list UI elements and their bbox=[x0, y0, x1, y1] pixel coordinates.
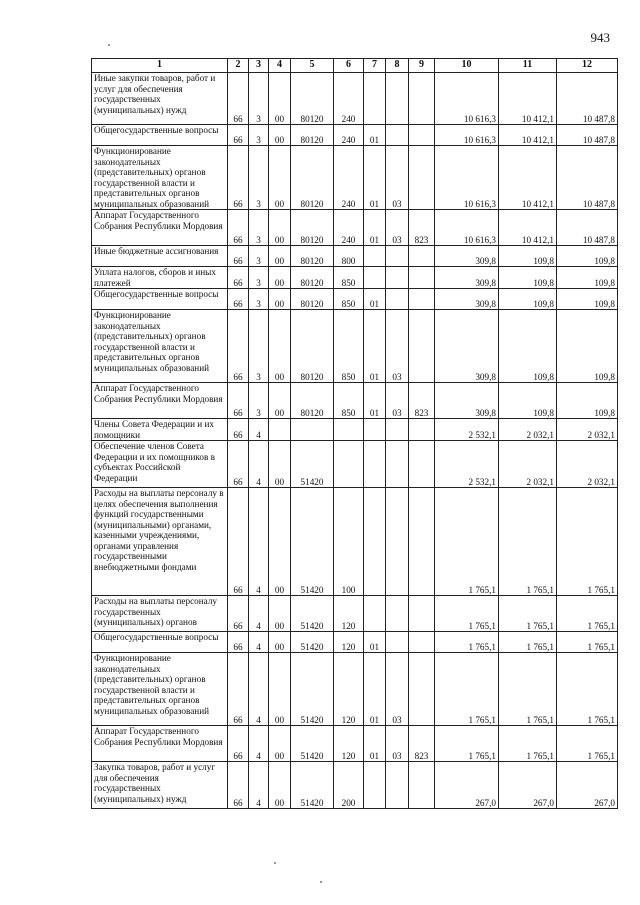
amount-cell: 10 487,8 bbox=[557, 210, 618, 246]
code-cell: 01 bbox=[364, 310, 386, 383]
code-cell bbox=[364, 762, 386, 809]
amount-cell: 1 765,1 bbox=[557, 653, 618, 726]
code-cell: 120 bbox=[334, 653, 364, 726]
row-description: Функционирование законодательных (представительных) органов государственной власти и представительных органов муниципальных образований bbox=[92, 146, 228, 210]
table-row bbox=[92, 488, 618, 596]
code-cell: 4 bbox=[249, 632, 269, 653]
amount-cell: 109,8 bbox=[557, 267, 618, 289]
code-cell: 00 bbox=[269, 267, 291, 289]
code-cell bbox=[269, 419, 291, 441]
code-cell bbox=[409, 310, 435, 383]
amount-cell: 10 487,8 bbox=[557, 125, 618, 146]
code-cell: 66 bbox=[228, 488, 249, 596]
table-row bbox=[92, 419, 618, 441]
amount-cell: 109,8 bbox=[499, 246, 557, 267]
code-cell bbox=[409, 125, 435, 146]
column-header: 6 bbox=[334, 59, 364, 73]
code-cell: 80120 bbox=[291, 146, 334, 210]
row-description: Общегосударственные вопросы bbox=[92, 632, 228, 653]
code-cell: 00 bbox=[269, 596, 291, 632]
code-cell: 120 bbox=[334, 632, 364, 653]
code-cell bbox=[409, 441, 435, 488]
code-cell: 03 bbox=[386, 726, 409, 762]
code-cell: 66 bbox=[228, 632, 249, 653]
code-cell: 51420 bbox=[291, 596, 334, 632]
code-cell: 240 bbox=[334, 73, 364, 125]
amount-cell: 309,8 bbox=[435, 289, 499, 310]
amount-cell: 1 765,1 bbox=[435, 632, 499, 653]
amount-cell: 109,8 bbox=[499, 289, 557, 310]
code-cell bbox=[386, 73, 409, 125]
code-cell: 4 bbox=[249, 726, 269, 762]
table-row bbox=[92, 726, 618, 762]
row-description: Иные закупки товаров, работ и услуг для обеспечения государственных (муниципальных) нужд bbox=[92, 73, 228, 125]
column-header: 4 bbox=[269, 59, 291, 73]
code-cell: 80120 bbox=[291, 310, 334, 383]
code-cell: 00 bbox=[269, 73, 291, 125]
amount-cell: 10 616,3 bbox=[435, 210, 499, 246]
code-cell: 823 bbox=[409, 210, 435, 246]
code-cell: 00 bbox=[269, 246, 291, 267]
code-cell: 66 bbox=[228, 419, 249, 441]
amount-cell: 10 412,1 bbox=[499, 146, 557, 210]
code-cell: 00 bbox=[269, 125, 291, 146]
code-cell bbox=[386, 419, 409, 441]
amount-cell: 10 412,1 bbox=[499, 210, 557, 246]
code-cell bbox=[409, 267, 435, 289]
code-cell: 00 bbox=[269, 762, 291, 809]
code-cell: 66 bbox=[228, 246, 249, 267]
amount-cell: 1 765,1 bbox=[557, 726, 618, 762]
amount-cell: 1 765,1 bbox=[499, 488, 557, 596]
table-row bbox=[92, 267, 618, 289]
table-row bbox=[92, 73, 618, 125]
code-cell: 00 bbox=[269, 210, 291, 246]
code-cell: 51420 bbox=[291, 441, 334, 488]
code-cell bbox=[409, 632, 435, 653]
code-cell: 850 bbox=[334, 310, 364, 383]
code-cell: 4 bbox=[249, 441, 269, 488]
amount-cell: 1 765,1 bbox=[499, 596, 557, 632]
column-header: 10 bbox=[435, 59, 499, 73]
row-description: Расходы на выплаты персоналу в целях обеспечения выполнения функций государственными (муниципальными) органами, казенными учреждениями, органами управления государственными внебюджетными фондами bbox=[92, 488, 228, 596]
code-cell bbox=[386, 762, 409, 809]
amount-cell: 267,0 bbox=[499, 762, 557, 809]
code-cell: 66 bbox=[228, 653, 249, 726]
code-cell: 823 bbox=[409, 383, 435, 419]
code-cell: 800 bbox=[334, 246, 364, 267]
column-header: 9 bbox=[409, 59, 435, 73]
code-cell: 66 bbox=[228, 441, 249, 488]
code-cell bbox=[409, 596, 435, 632]
code-cell: 3 bbox=[249, 210, 269, 246]
amount-cell: 109,8 bbox=[557, 310, 618, 383]
code-cell bbox=[364, 596, 386, 632]
row-description: Аппарат Государственного Собрания Республики Мордовия bbox=[92, 726, 228, 762]
code-cell: 80120 bbox=[291, 73, 334, 125]
code-cell: 03 bbox=[386, 383, 409, 419]
row-description: Обеспечение членов Совета Федерации и их помощников в субъектах Российской Федерации bbox=[92, 441, 228, 488]
amount-cell: 2 532,1 bbox=[435, 419, 499, 441]
amount-cell: 1 765,1 bbox=[499, 653, 557, 726]
amount-cell: 10 616,3 bbox=[435, 146, 499, 210]
code-cell: 240 bbox=[334, 146, 364, 210]
code-cell bbox=[386, 632, 409, 653]
table-row bbox=[92, 146, 618, 210]
table-row bbox=[92, 125, 618, 146]
code-cell: 00 bbox=[269, 383, 291, 419]
table-row bbox=[92, 653, 618, 726]
code-cell: 80120 bbox=[291, 289, 334, 310]
amount-cell: 2 032,1 bbox=[499, 419, 557, 441]
amount-cell: 309,8 bbox=[435, 267, 499, 289]
table-row bbox=[92, 596, 618, 632]
amount-cell: 109,8 bbox=[499, 267, 557, 289]
table-row bbox=[92, 762, 618, 809]
code-cell: 80120 bbox=[291, 246, 334, 267]
code-cell bbox=[386, 289, 409, 310]
column-header: 8 bbox=[386, 59, 409, 73]
code-cell: 01 bbox=[364, 289, 386, 310]
code-cell: 01 bbox=[364, 125, 386, 146]
amount-cell: 10 412,1 bbox=[499, 125, 557, 146]
code-cell bbox=[409, 289, 435, 310]
code-cell: 01 bbox=[364, 210, 386, 246]
code-cell bbox=[409, 762, 435, 809]
code-cell bbox=[386, 125, 409, 146]
code-cell: 00 bbox=[269, 441, 291, 488]
table-body bbox=[92, 73, 618, 809]
amount-cell: 1 765,1 bbox=[435, 726, 499, 762]
code-cell: 120 bbox=[334, 596, 364, 632]
code-cell: 80120 bbox=[291, 210, 334, 246]
code-cell bbox=[334, 441, 364, 488]
amount-cell: 10 616,3 bbox=[435, 125, 499, 146]
code-cell: 66 bbox=[228, 267, 249, 289]
code-cell: 01 bbox=[364, 383, 386, 419]
code-cell: 66 bbox=[228, 146, 249, 210]
amount-cell: 109,8 bbox=[557, 289, 618, 310]
row-description: Функционирование законодательных (представительных) органов государственной власти и представительных органов муниципальных образований bbox=[92, 653, 228, 726]
amount-cell: 1 765,1 bbox=[499, 726, 557, 762]
code-cell bbox=[386, 441, 409, 488]
amount-cell: 109,8 bbox=[557, 246, 618, 267]
amount-cell: 2 532,1 bbox=[435, 441, 499, 488]
row-description: Функционирование законодательных (представительных) органов государственной власти и представительных органов муниципальных образований bbox=[92, 310, 228, 383]
code-cell: 66 bbox=[228, 125, 249, 146]
row-description: Аппарат Государственного Собрания Республики Мордовия bbox=[92, 210, 228, 246]
code-cell bbox=[364, 267, 386, 289]
code-cell bbox=[364, 419, 386, 441]
amount-cell: 267,0 bbox=[557, 762, 618, 809]
amount-cell: 10 487,8 bbox=[557, 146, 618, 210]
amount-cell: 1 765,1 bbox=[557, 632, 618, 653]
table-row bbox=[92, 246, 618, 267]
amount-cell: 1 765,1 bbox=[499, 632, 557, 653]
amount-cell: 109,8 bbox=[557, 383, 618, 419]
row-description: Иные бюджетные ассигнования bbox=[92, 246, 228, 267]
code-cell: 66 bbox=[228, 210, 249, 246]
table-row bbox=[92, 310, 618, 383]
code-cell: 3 bbox=[249, 267, 269, 289]
table-row bbox=[92, 383, 618, 419]
code-cell bbox=[364, 73, 386, 125]
row-description: Аппарат Государственного Собрания Республики Мордовия bbox=[92, 383, 228, 419]
code-cell: 51420 bbox=[291, 653, 334, 726]
code-cell: 00 bbox=[269, 289, 291, 310]
code-cell bbox=[409, 488, 435, 596]
amount-cell: 2 032,1 bbox=[557, 419, 618, 441]
code-cell: 03 bbox=[386, 310, 409, 383]
code-cell: 66 bbox=[228, 73, 249, 125]
code-cell: 03 bbox=[386, 210, 409, 246]
amount-cell: 10 616,3 bbox=[435, 73, 499, 125]
code-cell: 4 bbox=[249, 419, 269, 441]
amount-cell: 109,8 bbox=[499, 383, 557, 419]
code-cell: 01 bbox=[364, 726, 386, 762]
code-cell: 240 bbox=[334, 210, 364, 246]
code-cell bbox=[409, 146, 435, 210]
code-cell bbox=[364, 441, 386, 488]
amount-cell: 1 765,1 bbox=[435, 488, 499, 596]
amount-cell: 1 765,1 bbox=[435, 596, 499, 632]
code-cell: 100 bbox=[334, 488, 364, 596]
code-cell: 3 bbox=[249, 73, 269, 125]
table-row bbox=[92, 289, 618, 310]
amount-cell: 1 765,1 bbox=[435, 653, 499, 726]
code-cell: 00 bbox=[269, 653, 291, 726]
code-cell: 850 bbox=[334, 383, 364, 419]
amount-cell: 309,8 bbox=[435, 310, 499, 383]
column-header: 1 bbox=[92, 59, 228, 73]
column-header: 12 bbox=[557, 59, 618, 73]
row-description: Общегосударственные вопросы bbox=[92, 125, 228, 146]
code-cell bbox=[409, 246, 435, 267]
code-cell bbox=[364, 246, 386, 267]
code-cell: 00 bbox=[269, 488, 291, 596]
row-description: Члены Совета Федерации и их помощники bbox=[92, 419, 228, 441]
code-cell: 51420 bbox=[291, 632, 334, 653]
amount-cell: 267,0 bbox=[435, 762, 499, 809]
code-cell: 4 bbox=[249, 596, 269, 632]
amount-cell: 1 765,1 bbox=[557, 488, 618, 596]
column-header: 2 bbox=[228, 59, 249, 73]
code-cell: 66 bbox=[228, 762, 249, 809]
code-cell: 51420 bbox=[291, 488, 334, 596]
scan-speck bbox=[274, 862, 276, 864]
code-cell: 00 bbox=[269, 632, 291, 653]
column-header: 7 bbox=[364, 59, 386, 73]
code-cell: 66 bbox=[228, 726, 249, 762]
code-cell: 3 bbox=[249, 310, 269, 383]
scan-speck bbox=[320, 881, 322, 883]
code-cell: 850 bbox=[334, 289, 364, 310]
code-cell bbox=[386, 488, 409, 596]
row-description: Уплата налогов, сборов и иных платежей bbox=[92, 267, 228, 289]
code-cell bbox=[386, 267, 409, 289]
row-description: Общегосударственные вопросы bbox=[92, 289, 228, 310]
code-cell: 80120 bbox=[291, 383, 334, 419]
code-cell: 850 bbox=[334, 267, 364, 289]
code-cell: 3 bbox=[249, 289, 269, 310]
code-cell: 51420 bbox=[291, 726, 334, 762]
code-cell: 00 bbox=[269, 146, 291, 210]
code-cell bbox=[409, 653, 435, 726]
amount-cell: 309,8 bbox=[435, 383, 499, 419]
code-cell: 03 bbox=[386, 653, 409, 726]
code-cell: 03 bbox=[386, 146, 409, 210]
page-number: 943 bbox=[590, 30, 610, 45]
code-cell: 01 bbox=[364, 146, 386, 210]
code-cell: 3 bbox=[249, 146, 269, 210]
amount-cell: 109,8 bbox=[499, 310, 557, 383]
code-cell bbox=[364, 488, 386, 596]
column-header: 11 bbox=[499, 59, 557, 73]
row-description: Расходы на выплаты персоналу государственных (муниципальных) органов bbox=[92, 596, 228, 632]
amount-cell: 2 032,1 bbox=[499, 441, 557, 488]
code-cell: 00 bbox=[269, 726, 291, 762]
code-cell bbox=[291, 419, 334, 441]
code-cell: 120 bbox=[334, 726, 364, 762]
code-cell bbox=[386, 596, 409, 632]
budget-table bbox=[91, 58, 618, 809]
code-cell: 823 bbox=[409, 726, 435, 762]
column-header: 5 bbox=[291, 59, 334, 73]
code-cell: 80120 bbox=[291, 267, 334, 289]
amount-cell: 2 032,1 bbox=[557, 441, 618, 488]
code-cell: 01 bbox=[364, 653, 386, 726]
code-cell bbox=[386, 246, 409, 267]
code-cell: 66 bbox=[228, 383, 249, 419]
code-cell: 4 bbox=[249, 488, 269, 596]
code-cell: 4 bbox=[249, 653, 269, 726]
amount-cell: 10 412,1 bbox=[499, 73, 557, 125]
code-cell: 66 bbox=[228, 596, 249, 632]
amount-cell: 309,8 bbox=[435, 246, 499, 267]
scan-speck bbox=[108, 44, 110, 46]
table-row bbox=[92, 441, 618, 488]
row-description: Закупка товаров, работ и услуг для обеспечения государственных (муниципальных) нужд bbox=[92, 762, 228, 809]
table-header-row bbox=[92, 59, 618, 73]
code-cell: 3 bbox=[249, 246, 269, 267]
code-cell bbox=[409, 73, 435, 125]
code-cell: 66 bbox=[228, 289, 249, 310]
code-cell: 3 bbox=[249, 125, 269, 146]
table-row bbox=[92, 632, 618, 653]
code-cell: 51420 bbox=[291, 762, 334, 809]
code-cell: 240 bbox=[334, 125, 364, 146]
amount-cell: 10 487,8 bbox=[557, 73, 618, 125]
code-cell: 200 bbox=[334, 762, 364, 809]
code-cell: 80120 bbox=[291, 125, 334, 146]
code-cell: 3 bbox=[249, 383, 269, 419]
code-cell: 4 bbox=[249, 762, 269, 809]
code-cell: 66 bbox=[228, 310, 249, 383]
column-header: 3 bbox=[249, 59, 269, 73]
code-cell: 01 bbox=[364, 632, 386, 653]
code-cell bbox=[409, 419, 435, 441]
amount-cell: 1 765,1 bbox=[557, 596, 618, 632]
code-cell: 00 bbox=[269, 310, 291, 383]
code-cell bbox=[334, 419, 364, 441]
table-row bbox=[92, 210, 618, 246]
